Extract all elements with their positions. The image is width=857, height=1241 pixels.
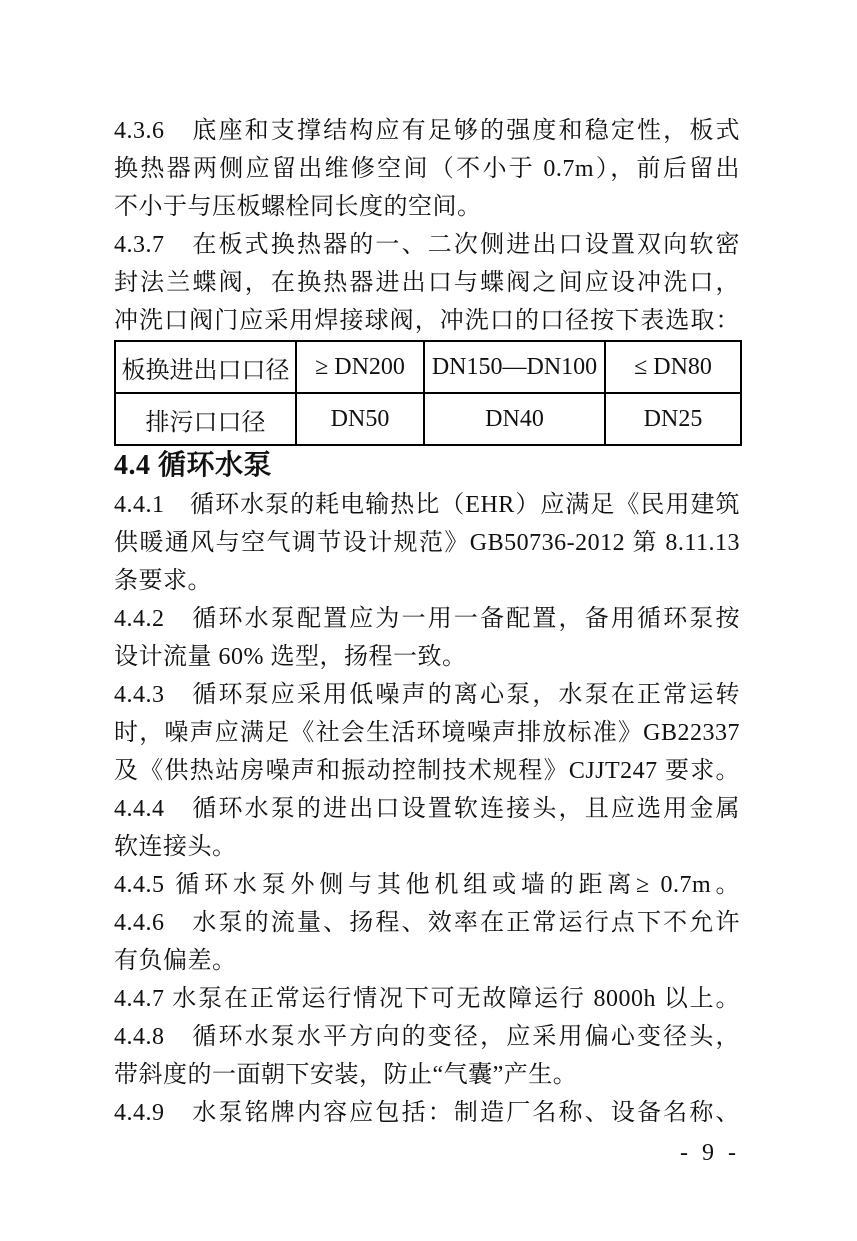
table-cell: DN50	[296, 393, 424, 445]
text-line: 软连接头。	[114, 834, 237, 860]
table-cell: DN40	[424, 393, 605, 445]
clause-4-4-7	[114, 980, 740, 1018]
clause-4-4-3	[114, 676, 740, 790]
text-line: 4.4.7 水泵在正常运行情况下可无故障运行 8000h 以上。	[114, 986, 740, 1012]
table-row	[115, 341, 741, 393]
text-line: 及《供热站房噪声和振动控制技术规程》CJJT247 要求。	[114, 758, 740, 784]
table-cell: DN150—DN100	[424, 341, 605, 393]
table-cell: ≥ DN200	[296, 341, 424, 393]
text-line: 设计流量 60% 选型，扬程一致。	[114, 644, 467, 670]
text-line: 有负偏差。	[114, 948, 237, 974]
flush-port-diameter-table	[114, 340, 742, 446]
clause-4-4-9	[114, 1094, 740, 1132]
clause-4-4-2	[114, 600, 740, 676]
text-line: 4.3.7 在板式换热器的一、二次侧进出口设置双向软密	[114, 232, 740, 258]
text-line: 4.4.5 循环水泵外侧与其他机组或墙的距离≥ 0.7m。	[114, 872, 740, 898]
text-line: 换热器两侧应留出维修空间（不小于 0.7m），前后留出	[114, 156, 740, 182]
clause-4-4-4	[114, 790, 740, 866]
clause-4-4-6	[114, 904, 740, 980]
section-heading-4-4: 4.4 循环水泵	[114, 450, 273, 481]
clause-4-4-8	[114, 1018, 740, 1094]
text-line: 冲洗口阀门应采用焊接球阀，冲洗口的口径按下表选取：	[114, 308, 740, 334]
clause-4-3-7	[114, 226, 740, 340]
table-cell: DN25	[605, 393, 741, 445]
text-line: 4.4.8 循环水泵水平方向的变径，应采用偏心变径头，	[114, 1024, 740, 1050]
clause-4-4-1	[114, 486, 740, 600]
table-cell: ≤ DN80	[605, 341, 741, 393]
document-content	[114, 112, 740, 1168]
text-line: 带斜度的一面朝下安装，防止“气囊”产生。	[114, 1062, 578, 1088]
table-cell: 排污口口径	[115, 393, 296, 445]
text-line: 4.4.6 水泵的流量、扬程、效率在正常运行点下不允许	[114, 910, 740, 936]
clause-4-3-6	[114, 112, 740, 226]
text-line: 不小于与压板螺栓同长度的空间。	[114, 194, 482, 220]
text-line: 4.4.4 循环水泵的进出口设置软连接头，且应选用金属	[114, 796, 740, 822]
text-line: 时，噪声应满足《社会生活环境噪声排放标准》GB22337	[114, 720, 740, 746]
text-line: 4.4.2 循环水泵配置应为一用一备配置，备用循环泵按	[114, 606, 740, 632]
text-line: 条要求。	[114, 568, 212, 594]
page-number: - 9 -	[680, 1140, 740, 1166]
text-line: 4.4.1 循环水泵的耗电输热比（EHR）应满足《民用建筑	[114, 492, 740, 518]
table-cell: 板换进出口口径	[115, 341, 296, 393]
text-line: 4.4.3 循环泵应采用低噪声的离心泵，水泵在正常运转	[114, 682, 740, 708]
table-row	[115, 393, 741, 445]
text-line: 封法兰蝶阀，在换热器进出口与蝶阀之间应设冲洗口，	[114, 270, 740, 296]
text-line: 4.3.6 底座和支撑结构应有足够的强度和稳定性，板式	[114, 118, 740, 144]
clause-4-4-5	[114, 866, 740, 904]
text-line: 4.4.9 水泵铭牌内容应包括：制造厂名称、设备名称、	[114, 1100, 740, 1126]
text-line: 供暖通风与空气调节设计规范》GB50736-2012 第 8.11.13	[114, 530, 740, 556]
